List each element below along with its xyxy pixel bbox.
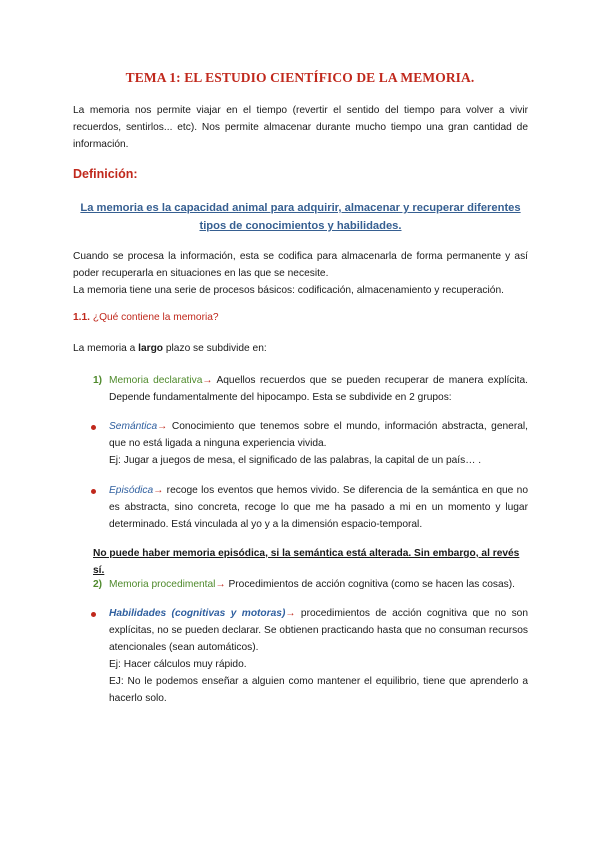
arrow-icon: → [202,375,213,386]
definition-heading: Definición: [73,167,138,181]
bullet-episodica [109,482,528,533]
section-number: 1.1. [73,312,90,323]
bullet-semantica [109,418,528,469]
item-1-term: Memoria declarativa [109,375,203,386]
long-term-text-after: plazo se subdivide en: [163,343,267,354]
definition-text: La memoria es la capacidad animal para adquirir, almacenar y recuperar diferentes tipos de conocimientos y habilidades. [80,202,521,232]
section-heading-1-1 [73,312,219,323]
process-paragraph [73,248,528,299]
bullet-dot-icon [91,425,96,430]
arrow-icon: → [153,485,164,496]
semantica-text: Conocimiento que tenemos sobre el mundo, información abstracta, general, que no está ligada a ninguna experiencia vivida. [109,421,528,449]
section-title: ¿Qué contiene la memoria? [92,312,219,323]
arrow-icon: → [157,421,168,432]
item-1-text: Aquellos recuerdos que se pueden recuperar de manera explícita. Depende fundamentalmente del hipocampo. Esta se subdivide en 2 grupos: [109,375,528,403]
arrow-icon: → [285,608,296,619]
episodic-note: No puede haber memoria episódica, si la semántica está alterada. Sin embargo, al revés sí. [93,548,520,576]
item-2-number: 2) [93,579,103,590]
episodica-term: Episódica [109,485,154,496]
item-1-declarativa [109,372,528,406]
item-2-text: Procedimientos de acción cognitiva (como se hacen las cosas). [225,579,515,590]
long-term-paragraph [73,340,528,357]
semantica-term: Semántica [109,421,158,432]
bullet-dot-icon [91,489,96,494]
item-2-term: Memoria procedimental [109,579,216,590]
bullet-dot-icon [91,612,96,617]
process-text-2: La memoria tiene una serie de procesos básicos: codificación, almacenamiento y recuperación. [73,285,504,296]
arrow-icon: → [215,579,226,590]
item-2-procedimental [109,576,528,593]
long-term-text-before: La memoria a [73,343,139,354]
episodica-text: recoge los eventos que hemos vivido. Se diferencia de la semántica en que no es abstracta, sino concreta, recoge lo que me ha pasado a mi en un momento y lugar determinado. Está vinculada al yo y a la dimensión espacio-temporal. [109,485,528,530]
item-1-number: 1) [93,375,103,386]
habilidades-term: Habilidades (cognitivas y motoras) [109,608,286,619]
document-title: TEMA 1: EL ESTUDIO CIENTÍFICO DE LA MEMORIA. [125,70,475,85]
habilidades-example-2: EJ: No le podemos enseñar a alguien como mantener el equilibrio, tiene que aprenderlo a hacerlo solo. [109,676,528,704]
intro-paragraph: La memoria nos permite viajar en el tiempo (revertir el sentido del tiempo para volver a vivir recuerdos, sentirlos... etc). Nos permite almacenar durante mucho tiempo una gran cantidad de información. [73,105,528,150]
habilidades-text: procedimientos de acción cognitiva que no son explícitas, no se pueden declarar. Se obtienen practicando hasta que no consuman recursos atencionales (sean automáticos). [109,608,528,653]
bullet-habilidades [109,605,528,707]
process-text-1: Cuando se procesa la información, esta se codifica para almacenarla de forma permanente y así poder recuperarla en situaciones en las que se necesite. [73,251,528,279]
habilidades-example-1: Ej: Hacer cálculos muy rápido. [109,659,247,670]
semantica-example: Ej: Jugar a juegos de mesa, el significado de las palabras, la capital de un país… . [109,455,482,466]
long-term-bold: largo [138,343,164,354]
